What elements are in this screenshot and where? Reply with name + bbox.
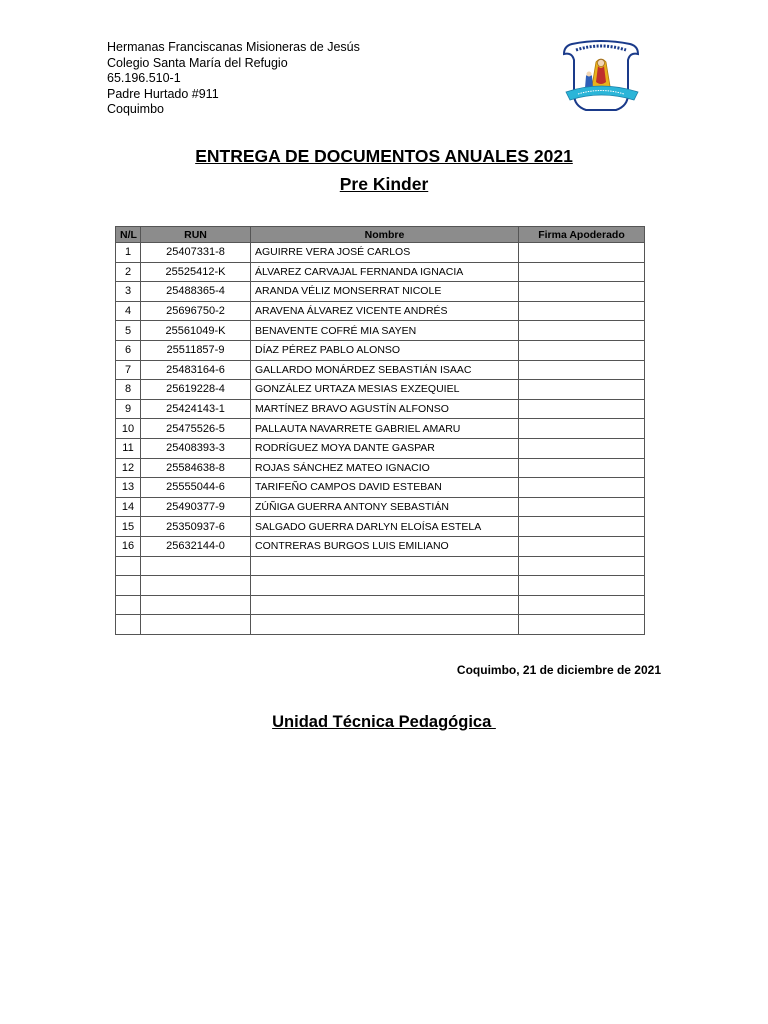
cell-firma	[519, 615, 645, 635]
page-subtitle: Pre Kinder	[339, 174, 429, 194]
cell-nl: 9	[116, 399, 141, 419]
page-title: ENTREGA DE DOCUMENTOS ANUALES 2021	[195, 146, 573, 166]
table-row	[116, 243, 645, 263]
cell-nombre: BENAVENTE COFRÉ MIA SAYEN	[251, 321, 519, 341]
cell-run: 25561049-K	[141, 321, 251, 341]
cell-firma	[519, 282, 645, 302]
header-line-rut: 65.196.510-1	[107, 71, 181, 85]
cell-nombre: ÁLVAREZ CARVAJAL FERNANDA IGNACIA	[251, 262, 519, 282]
cell-nl: 16	[116, 536, 141, 556]
table-row	[116, 419, 645, 439]
cell-run: 25408393-3	[141, 438, 251, 458]
cell-firma	[519, 458, 645, 478]
cell-nombre: SALGADO GUERRA DARLYN ELOÍSA ESTELA	[251, 517, 519, 537]
cell-nl: 4	[116, 301, 141, 321]
cell-nl	[116, 615, 141, 635]
cell-firma	[519, 419, 645, 439]
table-header-row	[116, 227, 645, 243]
cell-nl: 6	[116, 340, 141, 360]
cell-firma	[519, 478, 645, 498]
cell-firma	[519, 517, 645, 537]
cell-run: 25488365-4	[141, 282, 251, 302]
cell-firma	[519, 438, 645, 458]
cell-run: 25407331-8	[141, 243, 251, 263]
cell-run: 25483164-6	[141, 360, 251, 380]
cell-run	[141, 556, 251, 576]
header-line-congregation: Hermanas Franciscanas Misioneras de Jesús	[107, 40, 360, 54]
cell-nl: 10	[116, 419, 141, 439]
cell-nombre: MARTÍNEZ BRAVO AGUSTÍN ALFONSO	[251, 399, 519, 419]
table-row	[116, 438, 645, 458]
school-crest-icon	[558, 36, 644, 116]
cell-firma	[519, 340, 645, 360]
cell-run: 25584638-8	[141, 458, 251, 478]
cell-nombre: DÍAZ PÉREZ PABLO ALONSO	[251, 340, 519, 360]
table-row	[116, 556, 645, 576]
cell-nombre	[251, 576, 519, 596]
cell-nl: 3	[116, 282, 141, 302]
cell-nombre	[251, 615, 519, 635]
cell-nl: 12	[116, 458, 141, 478]
cell-firma	[519, 321, 645, 341]
cell-nl: 15	[116, 517, 141, 537]
table-row	[116, 380, 645, 400]
table-row	[116, 595, 645, 615]
column-header-nl: N/L	[116, 227, 141, 243]
cell-run: 25350937-6	[141, 517, 251, 537]
header-line-school: Colegio Santa María del Refugio	[107, 55, 288, 70]
cell-nl: 2	[116, 262, 141, 282]
column-header-firma: Firma Apoderado	[519, 227, 645, 243]
cell-run: 25696750-2	[141, 301, 251, 321]
table-row	[116, 360, 645, 380]
cell-run: 25475526-5	[141, 419, 251, 439]
documents-delivery-table	[115, 226, 645, 635]
cell-nl: 7	[116, 360, 141, 380]
column-header-nombre: Nombre	[251, 227, 519, 243]
cell-run	[141, 576, 251, 596]
cell-firma	[519, 399, 645, 419]
cell-firma	[519, 360, 645, 380]
cell-run: 25424143-1	[141, 399, 251, 419]
cell-nombre: PALLAUTA NAVARRETE GABRIEL AMARU	[251, 419, 519, 439]
cell-run	[141, 595, 251, 615]
cell-firma	[519, 536, 645, 556]
cell-nl: 11	[116, 438, 141, 458]
table-row	[116, 399, 645, 419]
cell-nl: 1	[116, 243, 141, 263]
table-row	[116, 615, 645, 635]
cell-firma	[519, 243, 645, 263]
date-line: Coquimbo, 21 de diciembre de 2021	[456, 663, 661, 677]
cell-nl	[116, 595, 141, 615]
cell-nombre: ROJAS SÁNCHEZ MATEO IGNACIO	[251, 458, 519, 478]
table-row	[116, 340, 645, 360]
signature-unit: Unidad Técnica Pedagógica	[272, 713, 496, 731]
cell-firma	[519, 576, 645, 596]
cell-nombre: AGUIRRE VERA JOSÉ CARLOS	[251, 243, 519, 263]
cell-nombre	[251, 595, 519, 615]
school-header	[107, 40, 360, 118]
table-row	[116, 262, 645, 282]
cell-nombre: GONZÁLEZ URTAZA MESIAS EXZEQUIEL	[251, 380, 519, 400]
cell-run: 25511857-9	[141, 340, 251, 360]
cell-nombre: TARIFEÑO CAMPOS DAVID ESTEBAN	[251, 478, 519, 498]
table-row	[116, 576, 645, 596]
table-body	[116, 243, 645, 635]
cell-run: 25632144-0	[141, 536, 251, 556]
cell-nombre: CONTRERAS BURGOS LUIS EMILIANO	[251, 536, 519, 556]
cell-firma	[519, 556, 645, 576]
header-line-address: Padre Hurtado #911	[107, 86, 219, 101]
cell-nl: 8	[116, 380, 141, 400]
cell-nombre: ZÚÑIGA GUERRA ANTONY SEBASTIÁN	[251, 497, 519, 517]
cell-run	[141, 615, 251, 635]
cell-nl	[116, 576, 141, 596]
table-row	[116, 536, 645, 556]
cell-nombre	[251, 556, 519, 576]
cell-nombre: ARANDA VÉLIZ MONSERRAT NICOLE	[251, 282, 519, 302]
cell-nombre: ARAVENA ÁLVAREZ VICENTE ANDRÉS	[251, 301, 519, 321]
cell-nl: 5	[116, 321, 141, 341]
table-row	[116, 321, 645, 341]
table-row	[116, 517, 645, 537]
cell-firma	[519, 380, 645, 400]
cell-firma	[519, 497, 645, 517]
cell-nombre: GALLARDO MONÁRDEZ SEBASTIÁN ISAAC	[251, 360, 519, 380]
cell-nombre: RODRÍGUEZ MOYA DANTE GASPAR	[251, 438, 519, 458]
header-line-city: Coquimbo	[107, 102, 164, 116]
cell-nl: 13	[116, 478, 141, 498]
cell-nl	[116, 556, 141, 576]
cell-run: 25619228-4	[141, 380, 251, 400]
cell-run: 25525412-K	[141, 262, 251, 282]
table-row	[116, 458, 645, 478]
table-row	[116, 282, 645, 302]
cell-nl: 14	[116, 497, 141, 517]
cell-firma	[519, 301, 645, 321]
table-row	[116, 497, 645, 517]
table-row	[116, 478, 645, 498]
cell-run: 25490377-9	[141, 497, 251, 517]
column-header-run: RUN	[141, 227, 251, 243]
cell-run: 25555044-6	[141, 478, 251, 498]
cell-firma	[519, 595, 645, 615]
table-row	[116, 301, 645, 321]
cell-firma	[519, 262, 645, 282]
